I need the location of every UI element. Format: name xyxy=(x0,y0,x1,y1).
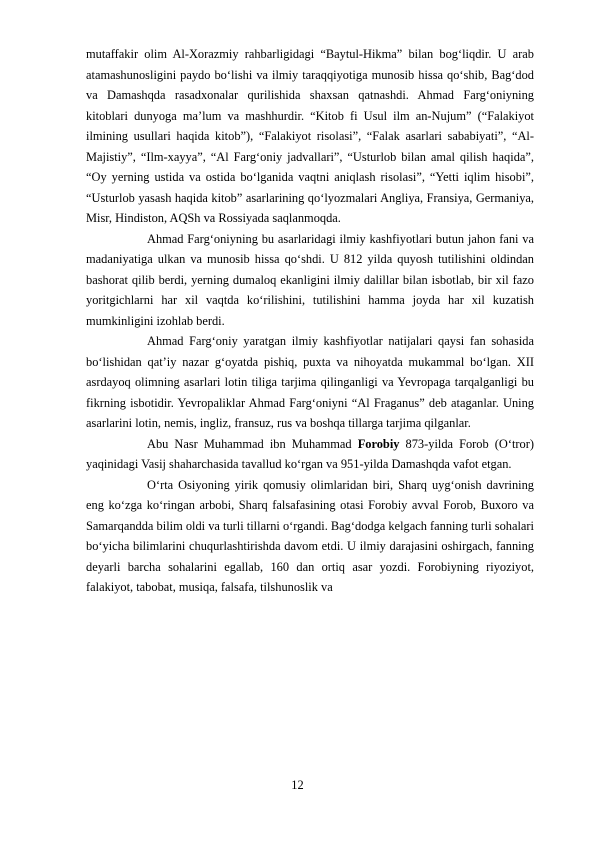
paragraph-forobiy-intro xyxy=(86,434,534,475)
paragraph-forobiy-works: O‘rta Osiyoning yirik qomusiy olimlaridan biri, Sharq uyg‘onish davrining eng ko‘zga ko‘ringan arbobi, Sharq falsafasining otasi Forobiy avval Forob, Buxoro va Samarqandda bilim oldi va turli tillarni o‘rgandi. Bag‘dodga kelgach fanning turli sohalari bo‘yicha bilimlarini chuqurlashtirishda davom etdi. U ilmiy darajasini oshirgach, fanning deyarli barcha sohalarini egallab, 160 dan ortiq asar yozdi. Forobiyning riyoziyot, falakiyot, tabobat, musiqa, falsafa, tilshunoslik va xyxy=(86,477,534,594)
page-number: 12 xyxy=(291,778,304,792)
forobiy-name-bold: Forobiy xyxy=(357,436,400,451)
paragraph-baytul-hikma: mutaffakir olim Al-Xorazmiy rahbarligidagi “Baytul-Hikma” bilan bog‘liqdir. U arab atamashunosligini paydo bo‘lishi va ilmiy taraqqiyotiga munosib hissa qo‘shib, Bag‘dod va Damashqda rasadxonalar qurilishida shaxsan qatnashdi. Ahmad Farg‘oniyning kitoblari dunyoga ma’lum va mashhurdir. “Kitob fi Usul ilm an-Nujum” (“Falakiyot ilmining usullari haqida kitob”), “Falakiyot risolasi”, “Falak asarlari sababiyati”, “Al-Majistiy”, “Ilm-xayya”, “Al Farg‘oniy jadvallari”, “Usturlob bilan amal qilish haqida”, “Oy yerning ustida va ostida bo‘lganida vaqtni aniqlash risolasi”, “Yetti iqlim hisobi”, “Usturlob yasash haqida kitob” asarlarining qo‘lyozmalari Angliya, Fransiya, Germaniya, Misr, Hindiston, AQSh va Rossiyada saqlanmoqda. xyxy=(86,47,534,225)
paragraph-discoveries: Ahmad Farg‘oniyning bu asarlaridagi ilmiy kashfiyotlari butun jahon fani va madaniyatiga ulkan va munosib hissa qo‘shdi. U 812 yilda quyosh tutilishini oldindan bashorat qilib berdi, yerning dumaloq ekanligini ilmiy dalillar bilan isbotlab, bir xil fazo yoritgichlarni har xil vaqtda ko‘rilishini, tutilishini hamma joyda har xil kuzatish mumkinligini izohlab berdi. xyxy=(86,231,534,328)
forobiy-intro-lead: Abu Nasr Muhammad ibn Muhammad xyxy=(147,436,352,451)
document-body xyxy=(86,44,534,598)
forobiy-intro-rest: 873-yilda Forob (O‘tror) yaqinidagi Vasij shaharchasida tavallud ko‘rgan va 951-yilda Damashqda vafot etgan. xyxy=(86,436,534,471)
paragraph-translations: Ahmad Farg‘oniy yaratgan ilmiy kashfiyotlar natijalari qaysi fan sohasida bo‘lishidan qat’iy nazar g‘oyatda pishiq, puxta va nihoyatda mukammal bo‘lgan. XII asrdayoq olimning asarlari lotin tiliga tarjima qilinganligi va Yevropaga tarqalganligi bu fikrning isbotidir. Yevropaliklar Ahmad Farg‘oniyni “Al Fraganus” deb ataganlar. Uning asarlarini lotin, nemis, ingliz, fransuz, rus va boshqa tillarga tarjima qilganlar. xyxy=(86,334,534,430)
